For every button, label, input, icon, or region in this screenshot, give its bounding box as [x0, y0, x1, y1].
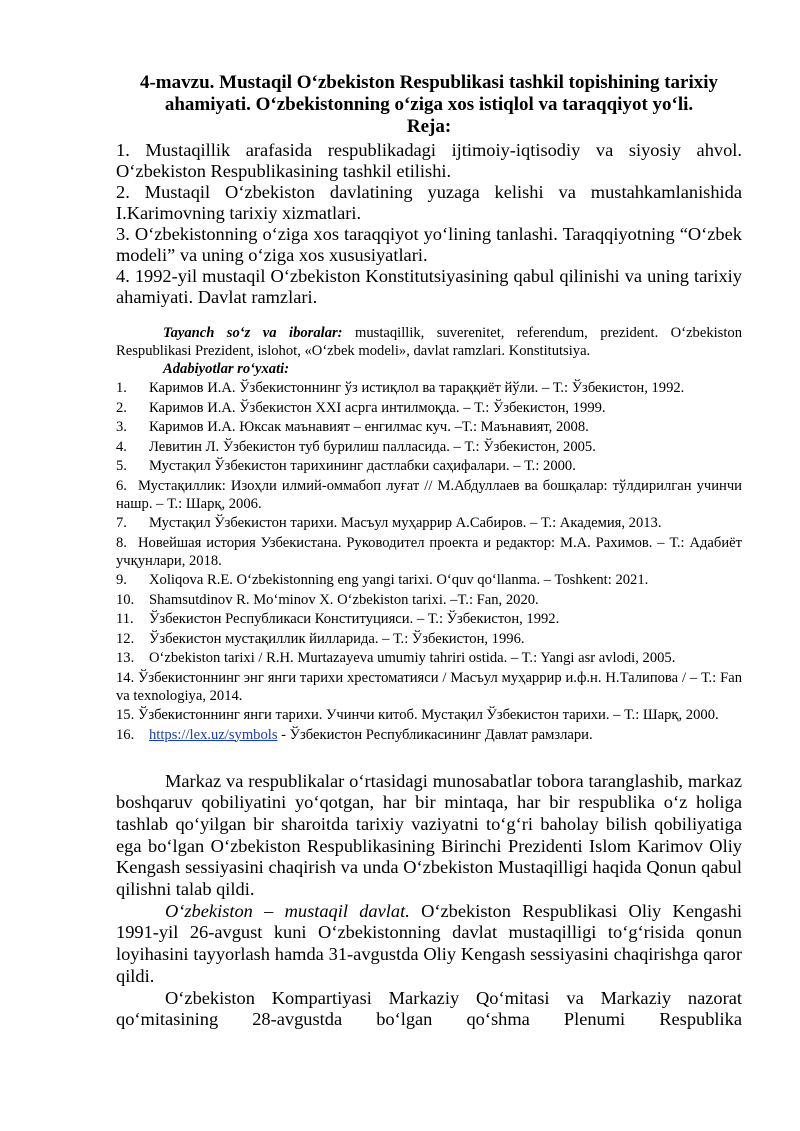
plan-heading: Reja:: [406, 116, 452, 137]
literature-item: 8. Новейшая история Узбекистана. Руководител проекта и редактор: М.А. Рахимов. – Т.: Адабиёт учқунлари, 2018.: [116, 534, 742, 569]
plan-item: 2. Mustaqil O‘zbekiston davlatining yuzaga kelishi va mustahkamlanishida I.Karimovning tarixiy xizmatlari.: [116, 182, 742, 223]
title-line-2: ahamiyati. O‘zbekistonning o‘ziga xos istiqlol va taraqqiyot yo‘li.: [164, 94, 694, 115]
plan-item: 4. 1992-yil mustaqil O‘zbekiston Konstitutsiyasining qabul qilinishi va uning tarixiy ahamiyati. Davlat ramzlari.: [116, 266, 742, 307]
paragraph: O‘zbekiston – mustaqil davlat. O‘zbekiston Respublikasi Oliy Kengashi 1991-yil 26-avgust kuni O‘zbekistonning davlat mustaqilligi to‘g‘risida qonun loyihasini tayyorlash hamda 31-avgustda Oliy Kengash sessiyasini chaqirishga qaror qildi.: [116, 900, 742, 986]
paragraph: Markaz va respublikalar o‘rtasidagi munosabatlar tobora taranglashib, markaz boshqaruv qobiliyatini yo‘qotgan, har bir mintaqa, har bir respublika o‘z holiga tashlab qo‘yilgan bir sharoitda tarixiy vaziyatni to‘g‘ri baholay bilish qobiliyatiga ega bo‘lgan O‘zbekiston Respublikasining Birinchi Prezidenti Islom Karimov Oliy Kengash sessiyasini chaqirish va unda O‘zbekiston Mustaqilligi haqida Qonun qabul qilishni talab qildi.: [116, 770, 742, 900]
keywords-label: Tayanch so‘z va iboralar:: [163, 325, 343, 341]
plan-list: [116, 140, 742, 308]
title-line-1: 4-mavzu. Mustaqil O‘zbekiston Respublikasi tashkil topishining tarixiy: [139, 72, 719, 93]
lex-uz-link[interactable]: https://lex.uz/symbols: [149, 726, 278, 743]
literature-item: 1. Каримов И.А. Ўзбекистоннинг ўз истиқлол ва тараққиёт йўли. – Т.: Ўзбекистон, 1992.: [116, 380, 685, 396]
literature-item: 7. Мустақил Ўзбекистон тарихи. Масъул муҳаррир А.Сабиров. – Т.: Академия, 2013.: [116, 515, 662, 531]
literature-item: 10. Shamsutdinov R. Mo‘minov X. O‘zbekiston tarixi. –T.: Fan, 2020.: [116, 591, 539, 608]
literature-item: 15. Ўзбекистоннинг янги тарихи. Учинчи китоб. Мустақил Ўзбекистон тарихи. – Т.: Шарқ, 2000.: [116, 707, 719, 723]
page-title: [116, 72, 742, 116]
literature-item: 13. O‘zbekiston tarixi / R.H. Murtazayeva umumiy tahriri ostida. – T.: Yangi asr avlodi, 2005.: [116, 650, 676, 666]
keywords-text: mustaqillik, suverenitet, referendum, prezident. O‘zbekiston Respublikasi Prezident, islohot, «O‘zbek modeli», davlat ramzlari. Konstitutsiya.: [116, 325, 742, 359]
paragraph-italic-lead: O‘zbekiston – mustaqil davlat.: [165, 900, 410, 921]
literature-item: 16. https://lex.uz/symbols - Ўзбекистон Республикасининг Давлат рамзлари.: [116, 726, 593, 743]
literature-heading: Adabiyotlar ro‘yxati:: [163, 361, 290, 377]
literature-list: [116, 379, 742, 744]
body-text: [116, 771, 742, 1031]
plan-item: 3. O‘zbekistonning o‘ziga xos taraqqiyot yo‘lining tanlashi. Taraqqiyotning “O‘zbek modeli” va uning o‘ziga xos xususiyatlari.: [116, 224, 742, 265]
literature-item: 11. Ўзбекистон Республикаси Конституцияси. – Т.: Ўзбекистон, 1992.: [116, 611, 560, 627]
literature-item: 4. Левитин Л. Ўзбекистон туб бурилиш палласида. – Т.: Ўзбекистон, 2005.: [116, 438, 596, 455]
literature-item: 14. Ўзбекистоннинг энг янги тарихи хрестоматияси / Масъул муҳаррир и.ф.н. Н.Талипова / – Т.: Fan va texnologiya, 2014.: [116, 669, 742, 704]
literature-item: 6. Мустақиллик: Изоҳли илмий-оммабоп луғат // М.Абдуллаев ва бошқалар: тўлдирилган учинчи нашр. – Т.: Шарқ, 2006.: [116, 477, 742, 512]
paragraph: O‘zbekiston Kompartiyasi Markaziy Qo‘mitasi va Markaziy nazorat qo‘mitasining 28-avgustda bo‘lgan qo‘shma Plenumi Respublika: [116, 987, 742, 1030]
literature-item: 2. Каримов И.А. Ўзбекистон XXI асрга интилмоқда. – Т.: Ўзбекистон, 1999.: [116, 399, 606, 416]
literature-item: 3. Каримов И.А. Юксак маънавият – енгилмас куч. –Т.: Маънавият, 2008.: [116, 419, 589, 435]
literature-item: 12. Ўзбекистон мустақиллик йилларида. – Т.: Ўзбекистон, 1996.: [116, 630, 525, 647]
plan-item: 1. Mustaqillik arafasida respublikadagi ijtimoiy-iqtisodiy va siyosiy ahvol. O‘zbekiston Respublikasining tashkil etilishi.: [116, 140, 742, 181]
literature-item: 9. Xoliqova R.E. O‘zbekistonning eng yangi tarixi. O‘quv qo‘llanma. – Toshkent: 2021.: [116, 572, 649, 588]
keywords-block: [116, 324, 742, 360]
literature-item: 5. Мустақил Ўзбекистон тарихининг дастлабки саҳифалари. – Т.: 2000.: [116, 458, 576, 474]
